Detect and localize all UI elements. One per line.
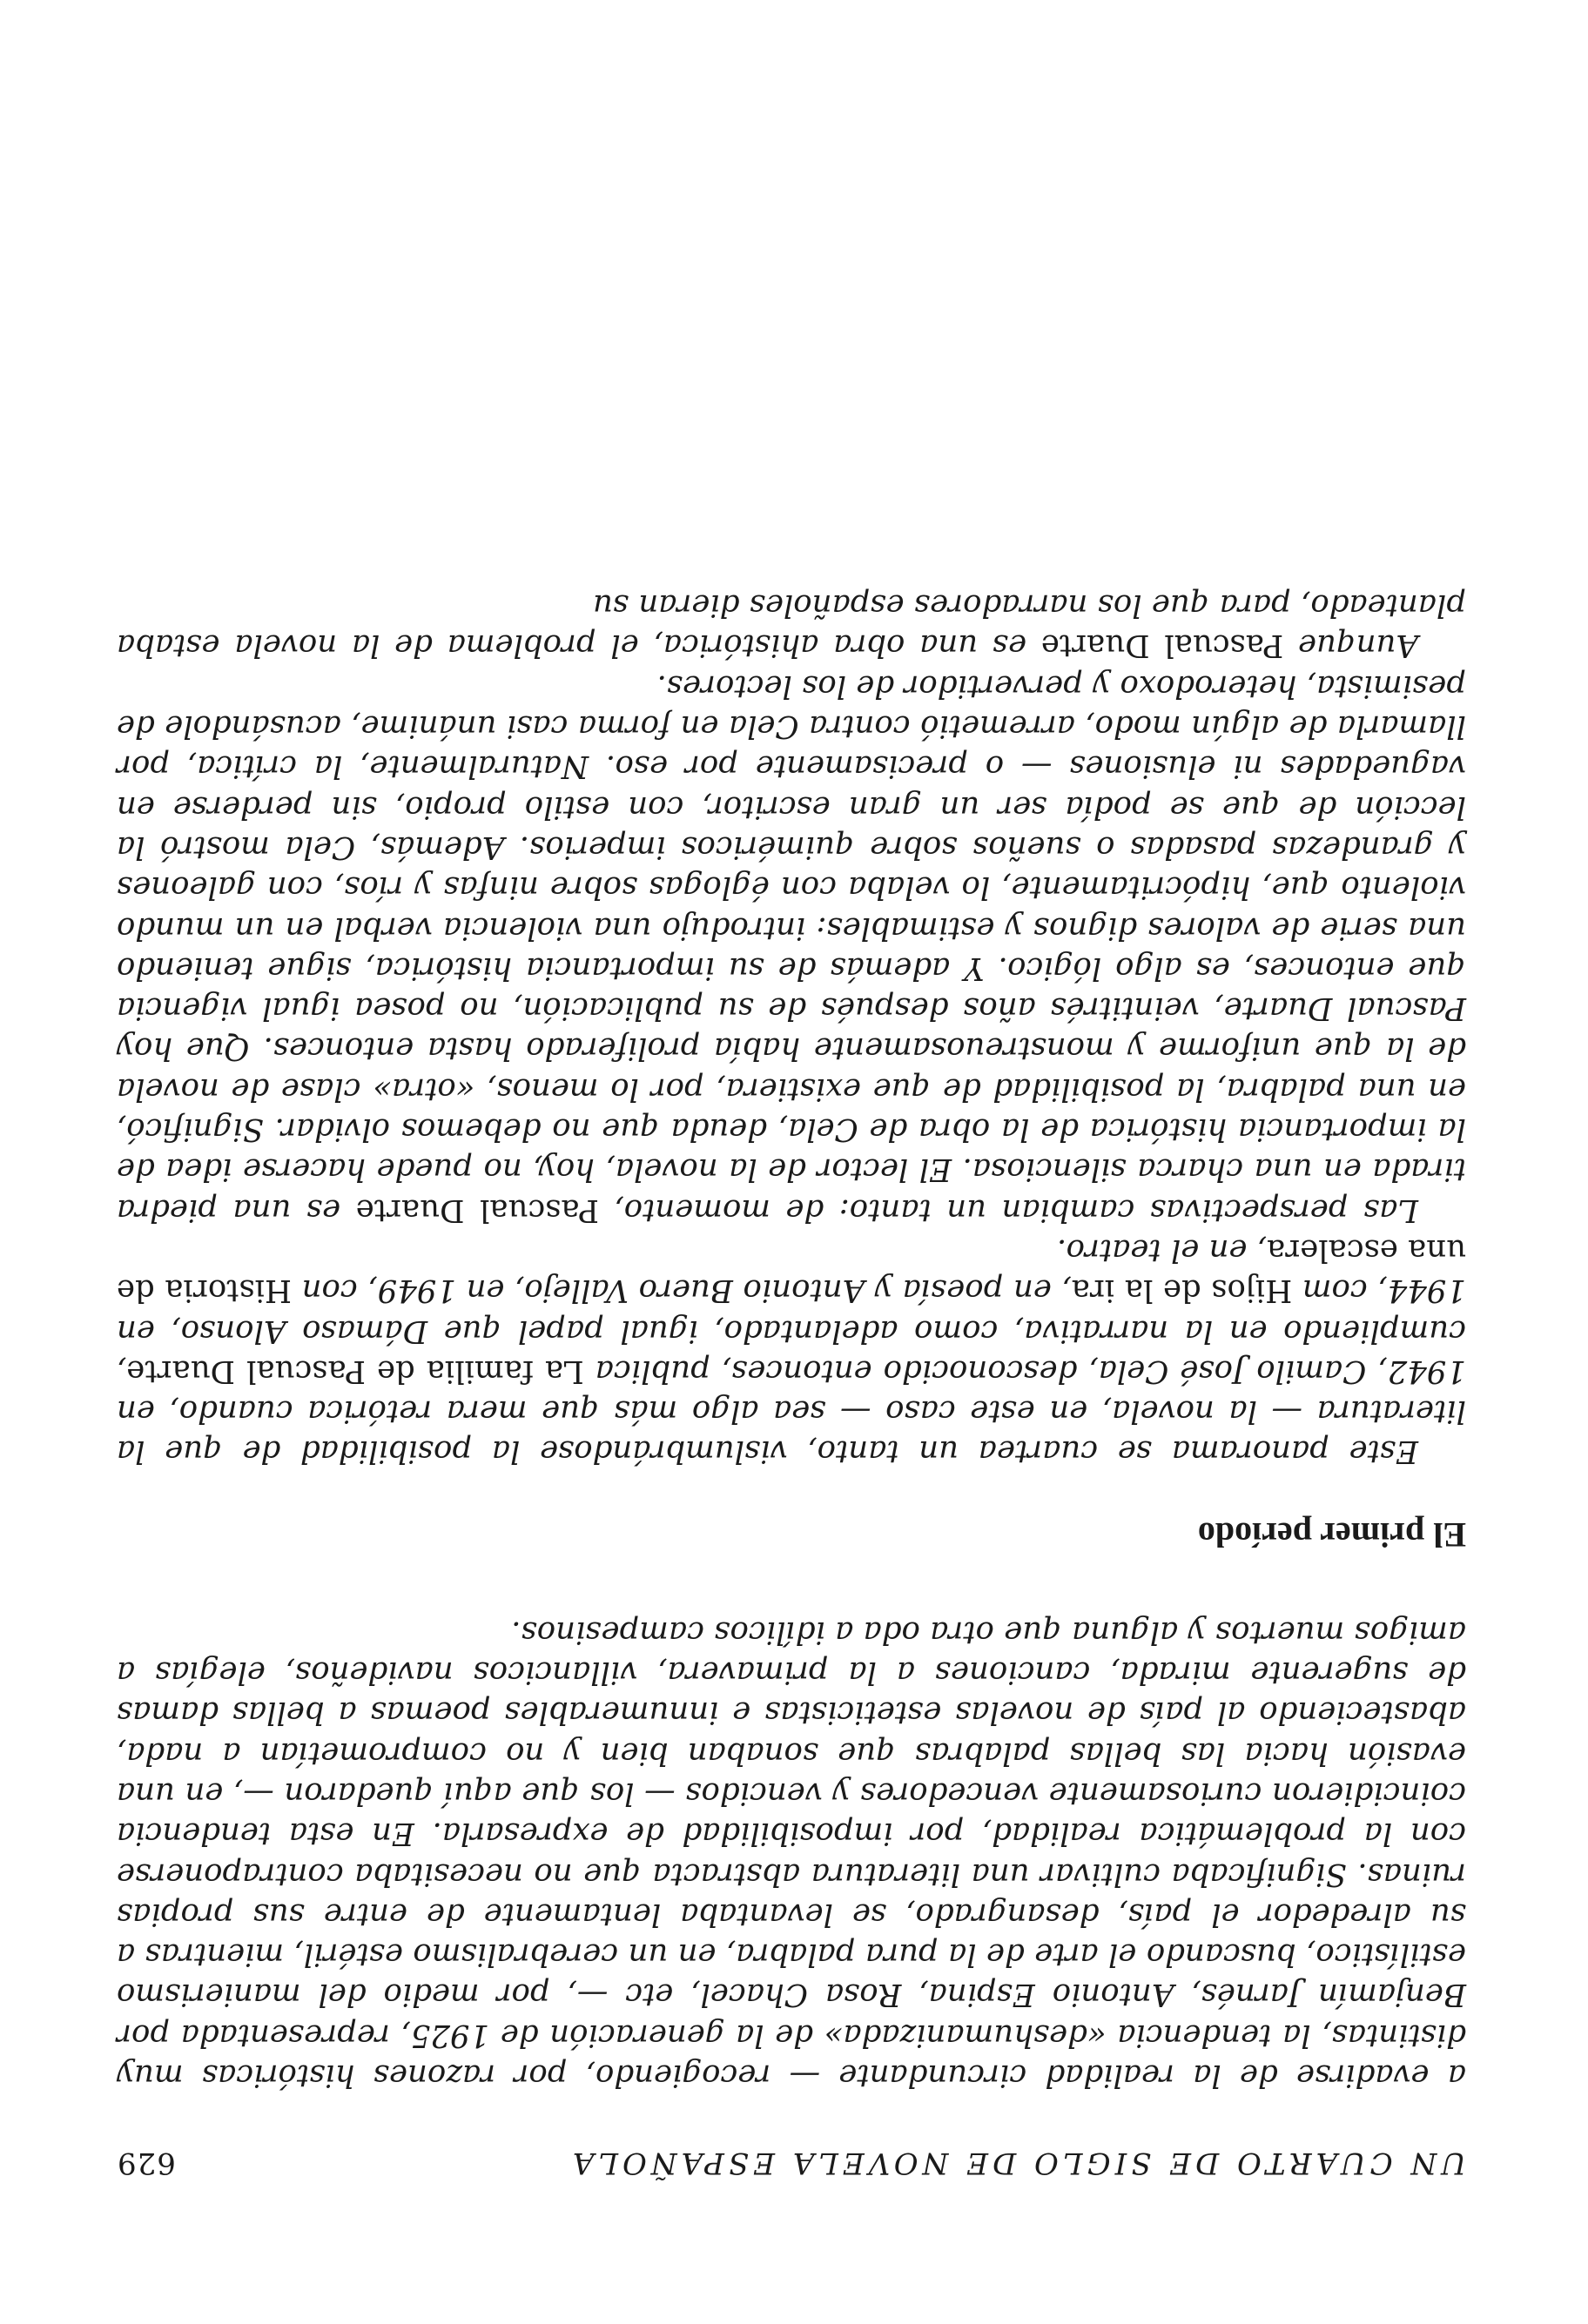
paragraph-text: Las perspectivas cambian un tanto: de momento,: [598, 1192, 1418, 1228]
paragraph-text: es una piedra tirada en una charca silenciosa. El lector de la novela, hoy, no puede hacerse idea de la importancia histórica de la obra de Cela, deuda que no debemos olvidar. Significó, en una palabra, la posibilidad de que existiera, por lo menos, «otra» clase de novela de la que uniforme y monstreuosamente había proliferado hasta entonces. Que hoy Pascual Duarte, veintitrés años después de su publicación, no posea igual vigencia que entonces, es algo lógico. Y además de su importancia histórica, sigue teniendo una serie de valores dignos y estimables: introdujo una violencia verbal en un mundo violento que, hipócritamente, lo velaba con églogas sobre ninfas y ríos, con galeones y grandezas pasadas o sueños sobre quiméricos imperios. Además, Cela mostró la lección de que se podía ser un gran escritor, con estilo propio, sin perderse en vaguedades ni elusiones — o precisamente por eso. Naturalmente, la crítica, por llamarla de algún modo, arremetió contra Cela en forma casi unánime, acusándole de pesimista, heterodoxo y pervertidor de los lectores.: [117, 668, 1466, 1228]
book-title: Pascual Duarte: [355, 1192, 599, 1228]
book-title: Pascual Duarte: [1040, 628, 1284, 664]
paragraph: a evadirse de la realidad circundante — recogiendo, por razones históricas muy distintas, la tendencia «deshumanizada» de la generación de 1925, representada por Benjamín Jarnés, Antonio Espina, Rosa Chacel, etc —, por medio del manierismo estilístico, buscando el arte de la pura palabra, en un cerebralismo estéril, mientras a su alrededor el país, desangrado, se levantaba lentamente de entre sus propias ruinas. Significaba cultivar una literatura abstracta que no necesitaba contraponerse con la problemática realidad, por imposibilidad de expresarla. En esta tendencia coincidieron curiosamente vencedores y vencidos — los que aquí quedaron —, en una evasión hacia las bellas palabras que sonaban bien y no comprometían a nada, abasteciendo al país de novelas esteticistas e innumerables poemas a bellas damas de sugerente mirada, canciones a la primavera, villancicos navideños, elegías a amigos muertos y alguna que otra oda a idílicos campesinos.: [117, 1614, 1466, 2093]
book-title: Hijos de la ira: [1071, 1273, 1293, 1309]
paragraph-text: Este panorama se cuartea un tanto, vislumbrándose la posibilidad de que la literatura — la novela, en este caso — sea algo más que mera retórica cuando, en 1942, Camilo José Cela, desconocido entonces, publica: [117, 1353, 1466, 1470]
paragraph-text: , en el teatro.: [1056, 1232, 1268, 1268]
paragraph-text: , en poesía y Antonio Buero Vallejo, en 1949, con: [292, 1273, 1072, 1309]
paragraph-text: es una obra ahistórica, el problema de la novela estaba planteado, para que los narradores españoles dieran su: [117, 588, 1466, 664]
page-number: 629: [117, 2146, 176, 2180]
paragraph-text: Aunque: [1283, 628, 1418, 664]
page-content: [117, 585, 1466, 2180]
running-title: UN CUARTO DE SIGLO DE NOVELA ESPAÑOLA: [568, 2146, 1466, 2180]
paragraph: [117, 1230, 1466, 1472]
book-title: La familia de Pascual Duarte: [126, 1353, 584, 1389]
paragraph: [117, 585, 1466, 666]
paragraph-text: , cumpliendo en la narrativa, como adelantado, igual papel que Dámaso Alonso, en 1944, com: [116, 1273, 1466, 1389]
book-title: Historia de una escalera: [117, 1232, 1466, 1309]
running-header: [117, 2146, 1466, 2180]
section-heading: El primer período: [1197, 1515, 1466, 1555]
paragraph: [117, 666, 1466, 1230]
